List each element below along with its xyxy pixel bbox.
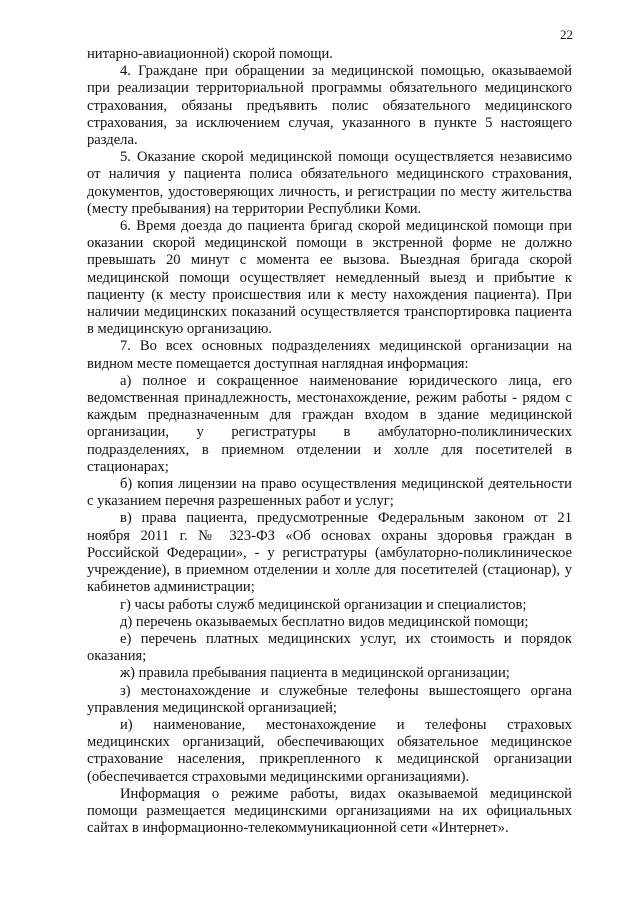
paragraph-continuation: нитарно-авиационной) скорой помощи. xyxy=(87,46,333,62)
page-number: 22 xyxy=(560,27,573,42)
document-body xyxy=(87,46,572,837)
list-item-g: г) часы работы служб медицинской организации и специалистов; xyxy=(120,596,527,613)
paragraph-item-6: 6. Время доезда до пациента бригад скорой медицинской помощи при оказании скорой медицинской помощи в экстренной форме не должно превышать 20 минут с момента ее вызова. Выездная бригада скорой медицинской помощи осуществляет немедленный выезд и прибытие к пациенту (к месту происшествия или к месту нахождения пациента). При наличии медицинских показаний осуществляется транспортировка пациента в медицинскую организацию. xyxy=(87,218,572,338)
paragraph-item-7: 7. Во всех основных подразделениях медицинской организации на видном месте помещается доступная наглядная информация: xyxy=(87,338,572,372)
paragraph-item-5: 5. Оказание скорой медицинской помощи осуществляется независимо от наличия у пациента полиса обязательного медицинского страхования, документов, удостоверяющих личность, и регистрации по месту жительства (месту пребывания) на территории Республики Коми. xyxy=(87,149,572,217)
list-item-d: д) перечень оказываемых бесплатно видов медицинской помощи; xyxy=(120,613,529,630)
list-item-zh: ж) правила пребывания пациента в медицинской организации; xyxy=(120,665,510,682)
list-item-e: е) перечень платных медицинских услуг, их стоимость и порядок оказания; xyxy=(87,630,572,665)
list-item-z: з) местонахождение и служебные телефоны вышестоящего органа управления медицинской организацией; xyxy=(87,682,572,716)
list-item-v: в) права пациента, предусмотренные Федеральным законом от 21 ноября 2011 г. № 323-ФЗ «Об основах охраны здоровья граждан в Российской Федерации», - у регистратуры (амбулаторно-поликлиническое учреждение), в приемном отделении и холле для посетителей (стационар), у кабинетов администрации; xyxy=(87,510,572,596)
paragraph-internet-info: Информация о режиме работы, видах оказываемой медицинской помощи размещается медицинскими организациями на их официальных сайтах в информационно-телекоммуникационной сети «Интернет». xyxy=(87,785,572,837)
list-item-b: б) копия лицензии на право осуществления медицинской деятельности с указанием перечня разрешенных работ и услуг; xyxy=(87,476,572,510)
paragraph-item-4: 4. Граждане при обращении за медицинской помощью, оказываемой при реализации территориальной программы обязательного медицинского страхования, обязаны предъявить полис обязательного медицинского страхования, за исключением случая, указанного в пункте 5 настоящего раздела. xyxy=(87,63,572,149)
list-item-i: и) наименование, местонахождение и телефоны страховых медицинских организаций, обеспечивающих обязательное медицинское страхование населения, прикрепленного к медицинской организации (обеспечивается страховыми медицинскими организациями). xyxy=(87,716,572,785)
list-item-a: а) полное и сокращенное наименование юридического лица, его ведомственная принадлежность, местонахождение, режим работы - рядом с каждым предназначенным для граждан входом в здание медицинской организации, у регистратуры в амбулаторно-поликлинических подразделениях, в приемном отделении и холле для посетителей в стационарах; xyxy=(87,372,572,475)
